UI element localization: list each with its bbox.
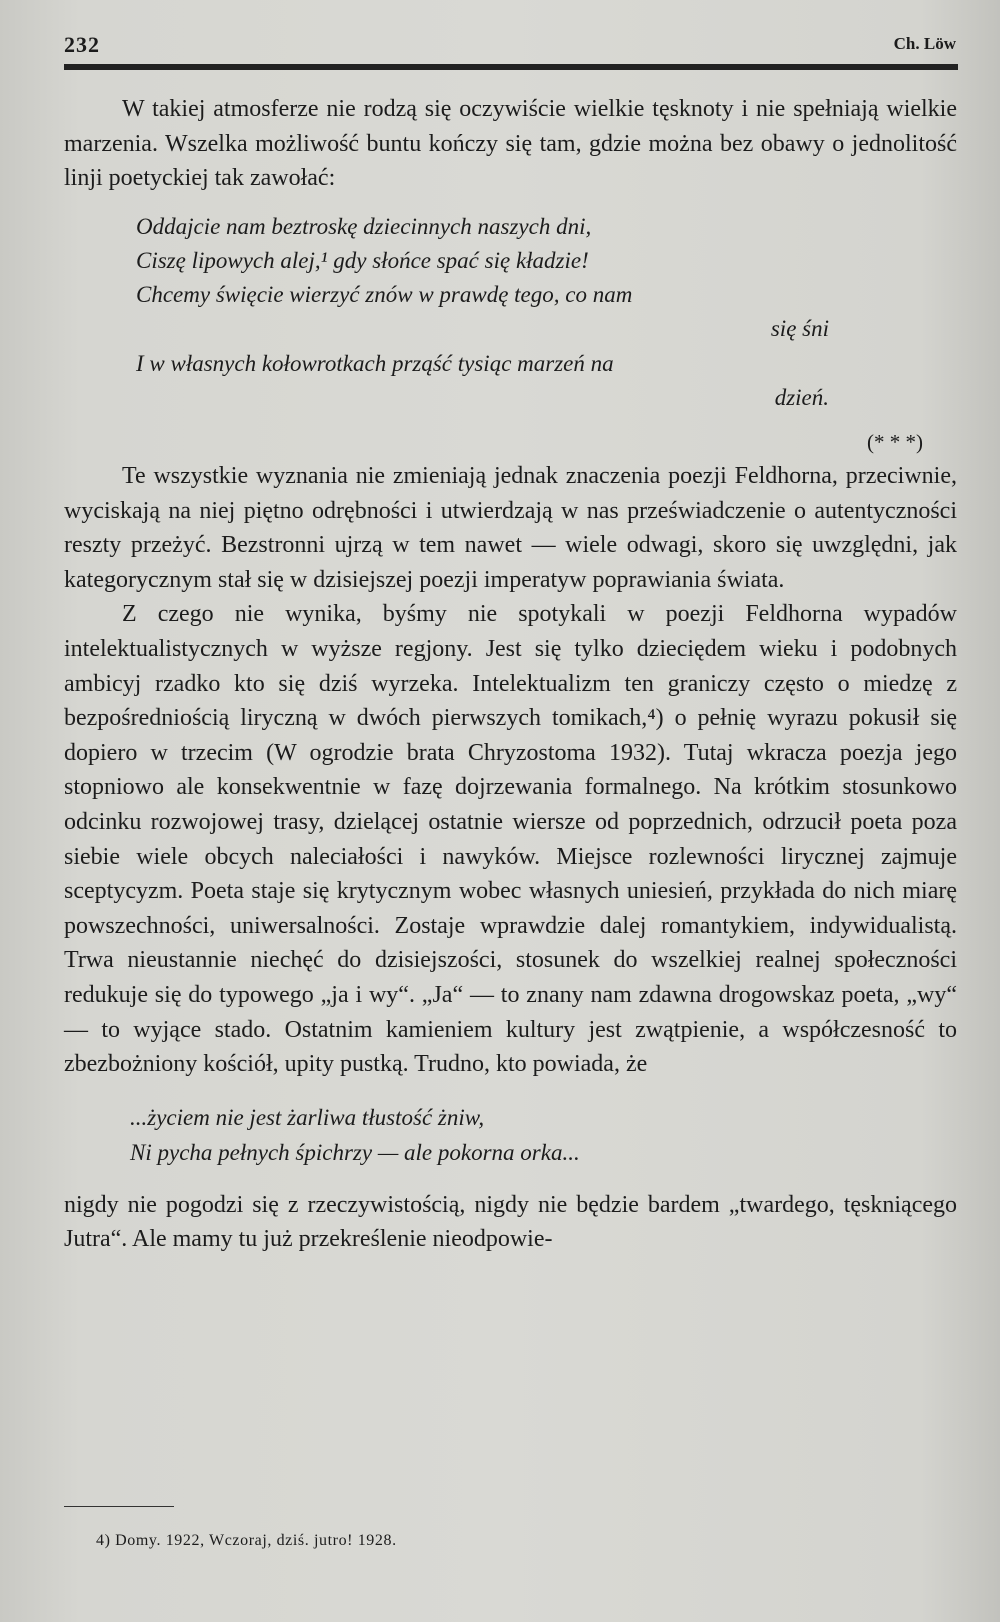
verse-block-1 bbox=[136, 210, 957, 415]
verse-2-line-1: ...życiem nie jest żarliwa tłustość żniw, bbox=[130, 1104, 485, 1130]
paragraph-1: W takiej atmosferze nie rodzą się oczywiście wielkie tęsknoty i nie spełniają wielkie marzenia. Wszelka możliwość buntu kończy się tam, gdzie można bez obawy o jednolitość linji poetyckiej tak zawołać: bbox=[64, 96, 957, 192]
verse-1-line-4: I w własnych kołowrotkach prząść tysiąc marzeń na bbox=[136, 350, 614, 376]
footnote: 4) Domy. 1922, Wczoraj, dziś. jutro! 1928. bbox=[96, 1532, 397, 1549]
verse-1-line-3-turnover: się śni bbox=[770, 316, 829, 342]
footnote-rule bbox=[64, 1506, 174, 1507]
header-rule bbox=[64, 64, 958, 70]
paragraph-3: Z czego nie wynika, byśmy nie spotykali w poezji Feldhorna wypadów intelektualistycznych w wyższe regjony. Jest się tylko dzieciędem wieku i podobnych ambicyj rzadko kto się dziś wyrzeka. Intelektualizm ten graniczy często o miedzę z bezpośredniością liryczną w dwóch pierwszych tomikach,⁴) o pełnię wyrazu pokusił się dopiero w trzecim (W ogrodzie brata Chryzostoma 1932). Tutaj wkracza poezja jego stopniowo ale konsekwentnie w fazę dojrzewania formalnego. Na krótkim stosunkowo odcinku rozwojowej trasy, dzielącej ostatnie wiersze od poprzednich, odrzucił poeta poza siebie wiele obcych naleciałości i nawyków. Miejsce rozlewności lirycznej zajmuje sceptycyzm. Poeta staje się krytycznym wobec własnych uniesień, przykłada do nich miarę powszechności, uniwersalności. Zostaje wprawdzie dalej romantykiem, indywidualistą. Trwa nieustannie niechęć do dzisiejszości, stosunek do wszelkiej realnej społeczności redukuje się do typowego „ja i wy“. „Ja“ — to znany nam zdawna drogowskaz poeta, „wy“ — to wyjące stado. Ostatnim kamieniem kultury jest zwątpienie, a współczesność to zbezbożniony kościół, upity pustką. Trudno, kto powiada, że bbox=[64, 601, 957, 1078]
verse-1-line-3: Chcemy święcie wierzyć znów w prawdę tego, co nam bbox=[136, 282, 633, 308]
paragraph-2: Te wszystkie wyznania nie zmieniają jednak znaczenia poezji Feldhorna, przeciwnie, wyciskają na niej piętno odrębności i utwierdzają w nas przeświadczenie o autentyczności reszty przeżyć. Bezstronni ujrzą w tem nawet — wiele odwagi, skoro się uwzględni, jak kategorycznym stał się w dzisiejszej poezji imperatyw poprawiania świata. bbox=[64, 463, 957, 593]
paragraph-4: nigdy nie pogodzi się z rzeczywistością, nigdy nie będzie bardem „twardego, tęskniącego Jutra“. Ale mamy tu już przekreślenie nieodpowie- bbox=[64, 1191, 957, 1253]
verse-2-line-2: Ni pycha pełnych śpichrzy — ale pokorna orka... bbox=[130, 1139, 580, 1165]
verse-block-2 bbox=[130, 1100, 957, 1170]
verse-1-line-1: Oddajcie nam beztroskę dziecinnych naszych dni, bbox=[136, 213, 592, 239]
verse-attribution: (* * *) bbox=[867, 430, 923, 454]
verse-1-line-4-turnover: dzień. bbox=[774, 384, 829, 410]
verse-1-line-2: Ciszę lipowych alej,¹ gdy słońce spać się kładzie! bbox=[136, 247, 589, 273]
page-header bbox=[64, 24, 956, 64]
page-number: 232 bbox=[64, 32, 100, 57]
page-body bbox=[64, 92, 957, 1257]
running-title: Ch. Löw bbox=[893, 34, 956, 53]
